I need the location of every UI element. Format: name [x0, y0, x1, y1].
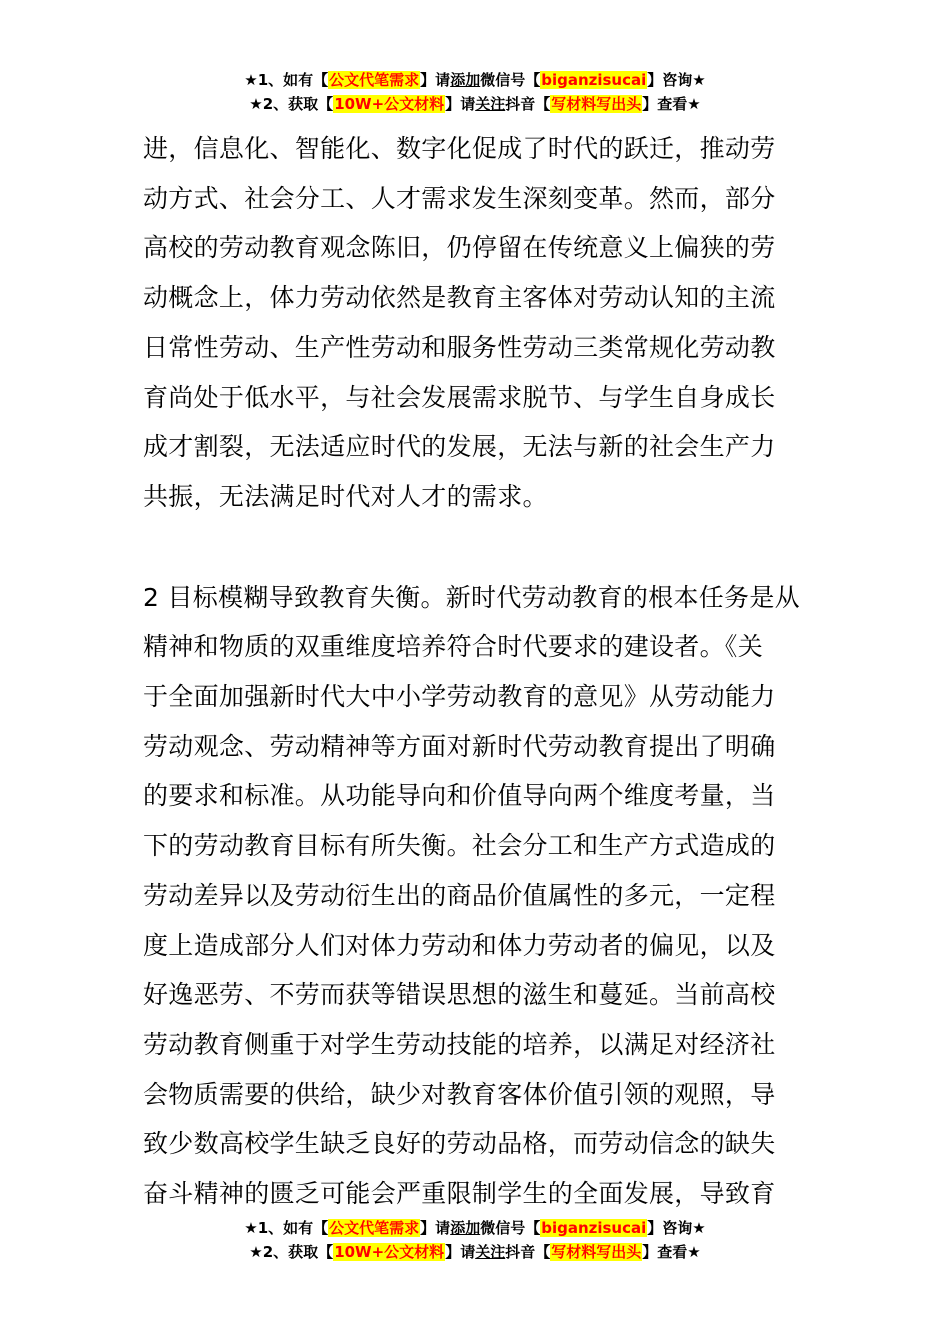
banner-line-1	[0, 68, 950, 92]
banner-text: 微信号【	[480, 71, 541, 89]
highlight-materials: 10W+公文材料	[334, 95, 445, 113]
banner-text: 】请	[420, 1219, 451, 1237]
banner-text: 】咨询★	[647, 71, 706, 89]
header-banner	[0, 68, 950, 116]
document-body	[143, 124, 808, 1219]
banner-emphasis: 添加	[450, 1219, 481, 1237]
text-line: 于全面加强新时代大中小学劳动教育的意见》从劳动能力	[143, 682, 776, 712]
banner-text: 抖音【	[505, 95, 551, 113]
text-line: 育尚处于低水平，与社会发展需求脱节、与学生自身成长	[143, 382, 776, 412]
highlight-materials: 10W+公文材料	[334, 1243, 445, 1261]
banner-line-1	[0, 1216, 950, 1240]
text-line: 致少数高校学生缺乏良好的劳动品格，而劳动信念的缺失	[143, 1129, 776, 1159]
text-line: 高校的劳动教育观念陈旧，仍停留在传统意义上偏狭的劳	[143, 233, 776, 263]
text-line: 动概念上，体力劳动依然是教育主客体对劳动认知的主流	[143, 283, 776, 313]
banner-text: ★1、如有【	[244, 71, 329, 89]
text-line: 会物质需要的供给，缺少对教育客体价值引领的观照，导	[143, 1079, 776, 1109]
paragraph-spacer	[143, 522, 808, 573]
highlight-service: 公文代笔需求	[329, 1219, 420, 1237]
text-line: 共振，无法满足时代对人才的需求。	[143, 481, 548, 511]
banner-emphasis: 关注	[475, 95, 506, 113]
text-line: 进，信息化、智能化、数字化促成了时代的跃迁，推动劳	[143, 134, 776, 163]
banner-line-2	[0, 1240, 950, 1264]
text-line: 2 目标模糊导致教育失衡。新时代劳动教育的根本任务是从	[143, 582, 800, 612]
text-line: 成才割裂，无法适应时代的发展，无法与新的社会生产力	[143, 432, 776, 462]
text-line: 劳动观念、劳动精神等方面对新时代劳动教育提出了明确	[143, 731, 776, 761]
text-line: 的要求和标准。从功能导向和价值导向两个维度考量，当	[143, 781, 776, 811]
banner-text: 】查看★	[642, 1243, 701, 1261]
text-line: 日常性劳动、生产性劳动和服务性劳动三类常规化劳动教	[143, 332, 776, 362]
text-line: 劳动教育侧重于对学生劳动技能的培养，以满足对经济社	[143, 1029, 776, 1059]
banner-text: 微信号【	[480, 1219, 541, 1237]
highlight-wechat-id: biganzisucai	[541, 71, 647, 89]
text-line: 奋斗精神的匮乏可能会严重限制学生的全面发展，导致育	[143, 1179, 776, 1209]
banner-text: 】查看★	[642, 95, 701, 113]
banner-text: 】请	[445, 95, 476, 113]
paragraph-1	[143, 124, 808, 522]
highlight-douyin-account: 写材料写出头	[551, 1243, 642, 1261]
banner-text: 】请	[420, 71, 451, 89]
paragraph-2	[143, 573, 808, 1219]
banner-text: ★2、获取【	[249, 95, 334, 113]
highlight-douyin-account: 写材料写出头	[551, 95, 642, 113]
banner-text: 抖音【	[505, 1243, 551, 1261]
text-line: 动方式、社会分工、人才需求发生深刻变革。然而，部分	[143, 183, 776, 213]
banner-emphasis: 关注	[475, 1243, 506, 1261]
footer-banner	[0, 1216, 950, 1264]
highlight-wechat-id: biganzisucai	[541, 1219, 647, 1237]
text-line: 劳动差异以及劳动衍生出的商品价值属性的多元，一定程	[143, 880, 776, 910]
banner-text: ★1、如有【	[244, 1219, 329, 1237]
banner-emphasis: 添加	[450, 71, 481, 89]
banner-text: 】咨询★	[647, 1219, 706, 1237]
text-line: 好逸恶劳、不劳而获等错误思想的滋生和蔓延。当前高校	[143, 980, 776, 1010]
banner-text: ★2、获取【	[249, 1243, 334, 1261]
text-line: 精神和物质的双重维度培养符合时代要求的建设者。《关	[143, 632, 764, 662]
banner-line-2	[0, 92, 950, 116]
text-line: 下的劳动教育目标有所失衡。社会分工和生产方式造成的	[143, 831, 776, 861]
banner-text: 】请	[445, 1243, 476, 1261]
text-line: 度上造成部分人们对体力劳动和体力劳动者的偏见，以及	[143, 930, 776, 960]
highlight-service: 公文代笔需求	[329, 71, 420, 89]
